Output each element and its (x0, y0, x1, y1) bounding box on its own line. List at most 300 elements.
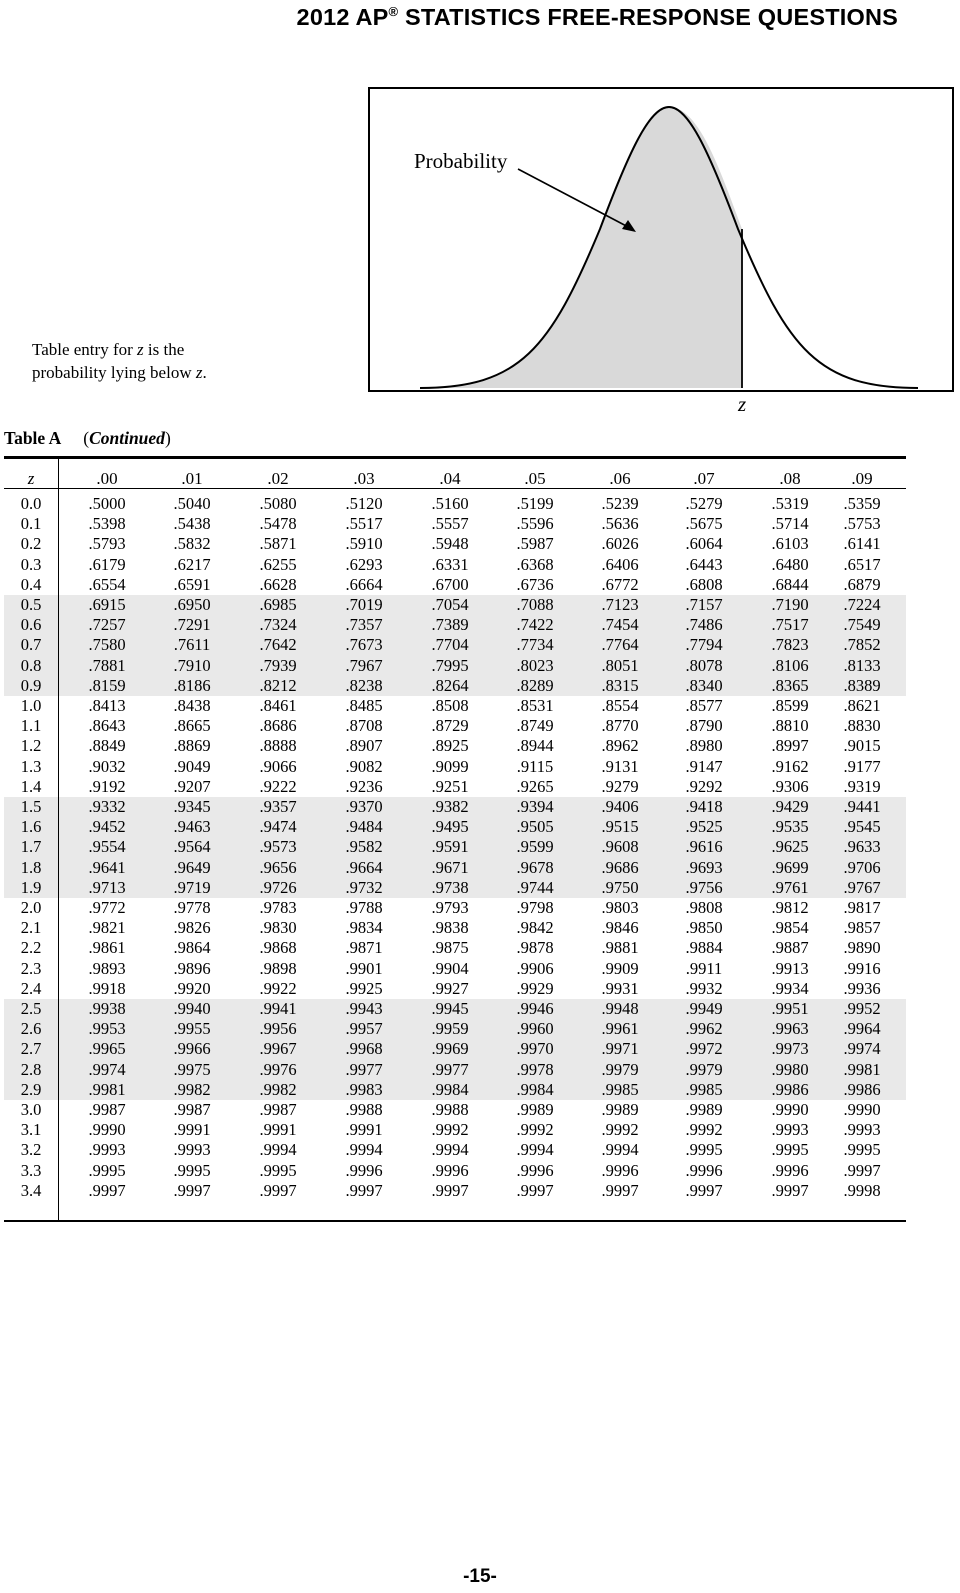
probability-cell: .7910 (173, 655, 211, 675)
table-row (4, 757, 906, 777)
probability-cell: .9817 (843, 898, 881, 917)
probability-cell: .9778 (173, 898, 211, 917)
probability-cell: .8869 (173, 736, 211, 756)
probability-cell: .7704 (431, 635, 469, 655)
table-note-line-1: Table entry for z is the (32, 340, 185, 359)
probability-cell: .9988 (345, 1100, 383, 1119)
probability-cell: .9066 (259, 756, 297, 776)
probability-cell: .6844 (771, 574, 809, 594)
probability-cell: .6103 (771, 534, 809, 554)
probability-cell: .8186 (173, 675, 211, 695)
probability-cell: .9826 (173, 918, 211, 938)
probability-cell: .9994 (259, 1140, 297, 1160)
probability-cell: .5714 (771, 514, 809, 534)
table-row (4, 1019, 906, 1039)
probability-cell: .9177 (843, 756, 881, 776)
z-value-cell: 1.6 (20, 817, 42, 837)
probability-cell: .7190 (771, 595, 809, 614)
probability-cell: .9904 (431, 958, 469, 978)
probability-cell: .9936 (843, 978, 881, 998)
column-header: .05 (524, 469, 546, 488)
probability-cell: .8708 (345, 716, 383, 736)
probability-cell: .8810 (771, 716, 809, 736)
probability-cell: .9772 (88, 898, 126, 917)
probability-cell: .8577 (685, 696, 723, 715)
probability-cell: .9890 (843, 938, 881, 958)
probability-cell: .9952 (843, 999, 881, 1018)
table-row (4, 898, 906, 918)
probability-cell: .9591 (431, 837, 469, 857)
probability-cell: .9887 (771, 938, 809, 958)
probability-cell: .9573 (259, 837, 297, 857)
probability-cell: .5910 (345, 534, 383, 554)
table-row (4, 1080, 906, 1100)
probability-cell: .9993 (843, 1120, 881, 1140)
probability-cell: .9049 (173, 756, 211, 776)
probability-cell: .9946 (516, 999, 554, 1018)
probability-cell: .7764 (601, 635, 639, 655)
probability-cell: .9951 (771, 999, 809, 1018)
probability-cell: .9985 (601, 1079, 639, 1099)
probability-cell: .5478 (259, 514, 297, 534)
probability-cell: .8264 (431, 675, 469, 695)
probability-cell: .9975 (173, 1059, 211, 1079)
probability-cell: .7257 (88, 615, 126, 635)
table-row (4, 918, 906, 938)
probability-cell: .9678 (516, 857, 554, 877)
probability-cell: .7852 (843, 635, 881, 655)
z-value-cell: 0.4 (20, 574, 42, 594)
probability-cell: .9429 (771, 797, 809, 816)
probability-cell: .9977 (431, 1059, 469, 1079)
probability-cell: .7054 (431, 595, 469, 614)
z-value-cell: 1.5 (20, 797, 42, 816)
probability-cell: .7019 (345, 595, 383, 614)
probability-cell: .5438 (173, 514, 211, 534)
z-axis-label: z (738, 392, 747, 416)
probability-cell: .7881 (88, 655, 126, 675)
probability-cell: .9972 (685, 1039, 723, 1059)
probability-cell: .9987 (173, 1100, 211, 1119)
table-top-rule (4, 456, 906, 459)
probability-cell: .5636 (601, 514, 639, 534)
probability-cell: .6026 (601, 534, 639, 554)
probability-cell: .8508 (431, 696, 469, 715)
probability-cell: .9370 (345, 797, 383, 816)
probability-cell: .7422 (516, 615, 554, 635)
probability-cell: .9616 (685, 837, 723, 857)
probability-cell: .6179 (88, 554, 126, 574)
probability-cell: .8212 (259, 675, 297, 695)
probability-cell: .9861 (88, 938, 126, 958)
probability-cell: .8599 (771, 696, 809, 715)
probability-cell: .8023 (516, 655, 554, 675)
probability-cell: .6700 (431, 574, 469, 594)
z-value-cell: 2.6 (20, 1019, 42, 1039)
probability-cell: .9857 (843, 918, 881, 938)
probability-cell: .9995 (843, 1140, 881, 1160)
probability-cell: .8997 (771, 736, 809, 756)
probability-cell: .9983 (345, 1079, 383, 1099)
probability-cell: .9793 (431, 898, 469, 917)
registered-mark: ® (388, 4, 399, 20)
probability-cell: .8643 (88, 716, 126, 736)
probability-cell: .6772 (601, 574, 639, 594)
probability-cell: .9906 (516, 958, 554, 978)
probability-cell: .9973 (771, 1039, 809, 1059)
probability-cell: .8461 (259, 696, 297, 715)
probability-cell: .8980 (685, 736, 723, 756)
table-row (4, 656, 906, 676)
probability-cell: .9995 (771, 1140, 809, 1160)
probability-cell: .9996 (345, 1160, 383, 1180)
probability-cell: .9988 (431, 1100, 469, 1119)
probability-cell: .9994 (601, 1140, 639, 1160)
probability-cell: .9474 (259, 817, 297, 837)
probability-cell: .9997 (771, 1180, 809, 1200)
probability-cell: .5793 (88, 534, 126, 554)
probability-cell: .9925 (345, 978, 383, 998)
table-row (4, 999, 906, 1019)
probability-cell: .9995 (173, 1160, 211, 1180)
table-caption (4, 428, 171, 449)
z-value-cell: 2.3 (20, 958, 42, 978)
z-value-cell: 0.9 (20, 675, 42, 695)
table-note-line-2: probability lying below z. (32, 363, 207, 382)
probability-cell: .9963 (771, 1019, 809, 1039)
probability-cell: .9582 (345, 837, 383, 857)
probability-cell: .8729 (431, 716, 469, 736)
header-title-prefix: 2012 AP (296, 4, 389, 30)
probability-cell: .7673 (345, 635, 383, 655)
page-header (297, 4, 898, 31)
probability-cell: .9981 (843, 1059, 881, 1079)
probability-cell: .9997 (345, 1180, 383, 1200)
probability-cell: .9965 (88, 1039, 126, 1059)
probability-cell: .9406 (601, 797, 639, 816)
probability-cell: .8944 (516, 736, 554, 756)
probability-cell: .7794 (685, 635, 723, 655)
probability-cell: .9969 (431, 1039, 469, 1059)
probability-cell: .9920 (173, 978, 211, 998)
probability-cell: .9966 (173, 1039, 211, 1059)
normal-curve-graphic (370, 89, 954, 392)
probability-cell: .9980 (771, 1059, 809, 1079)
probability-cell: .5279 (685, 494, 723, 513)
probability-cell: .8133 (843, 655, 881, 675)
z-value-cell: 1.1 (20, 716, 42, 736)
probability-cell: .9441 (843, 797, 881, 816)
probability-cell: .8962 (601, 736, 639, 756)
probability-cell: .9726 (259, 877, 297, 897)
probability-cell: .9986 (771, 1079, 809, 1099)
probability-cell: .9834 (345, 918, 383, 938)
probability-cell: .9990 (843, 1100, 881, 1119)
probability-cell: .9998 (843, 1180, 881, 1200)
probability-cell: .9394 (516, 797, 554, 816)
probability-cell: .8790 (685, 716, 723, 736)
table-row (4, 797, 906, 817)
probability-cell: .7357 (345, 615, 383, 635)
probability-cell: .9913 (771, 958, 809, 978)
probability-cell: .9992 (685, 1120, 723, 1140)
probability-cell: .7088 (516, 595, 554, 614)
probability-cell: .8849 (88, 736, 126, 756)
probability-cell: .9956 (259, 1019, 297, 1039)
table-row (4, 696, 906, 716)
probability-cell: .9850 (685, 918, 723, 938)
probability-cell: .9974 (88, 1059, 126, 1079)
probability-cell: .9115 (516, 756, 554, 776)
probability-cell: .5080 (259, 494, 297, 513)
probability-cell: .9993 (771, 1120, 809, 1140)
probability-cell: .9995 (88, 1160, 126, 1180)
z-value-cell: 2.2 (20, 938, 42, 958)
probability-cell: .9842 (516, 918, 554, 938)
column-header: .00 (96, 469, 118, 488)
z-value-cell: 0.5 (20, 595, 42, 614)
probability-cell: .9997 (516, 1180, 554, 1200)
probability-cell: .9996 (685, 1160, 723, 1180)
probability-cell: .9535 (771, 817, 809, 837)
z-value-cell: 1.0 (20, 696, 42, 715)
probability-cell: .5832 (173, 534, 211, 554)
probability-cell: .8621 (843, 696, 881, 715)
probability-cell: .9719 (173, 877, 211, 897)
probability-cell: .7549 (843, 615, 881, 635)
probability-cell: .8051 (601, 655, 639, 675)
probability-cell: .7517 (771, 615, 809, 635)
probability-cell: .9955 (173, 1019, 211, 1039)
probability-cell: .9767 (843, 877, 881, 897)
probability-cell: .5517 (345, 514, 383, 534)
probability-cell: .5319 (771, 494, 809, 513)
probability-cell: .6141 (843, 534, 881, 554)
probability-cell: .9664 (345, 857, 383, 877)
table-row (4, 1100, 906, 1120)
z-value-cell: 2.7 (20, 1039, 42, 1059)
probability-cell: .9911 (685, 958, 723, 978)
probability-cell: .5557 (431, 514, 469, 534)
probability-cell: .9990 (771, 1100, 809, 1119)
probability-cell: .9996 (431, 1160, 469, 1180)
probability-cell: .9960 (516, 1019, 554, 1039)
z-value-cell: 1.7 (20, 837, 42, 857)
probability-cell: .8749 (516, 716, 554, 736)
probability-cell: .7157 (685, 595, 723, 614)
probability-cell: .9909 (601, 958, 639, 978)
probability-cell: .9656 (259, 857, 297, 877)
probability-cell: .9706 (843, 857, 881, 877)
probability-cell: .6628 (259, 574, 297, 594)
table-row (4, 858, 906, 878)
probability-cell: .9641 (88, 857, 126, 877)
probability-cell: .9971 (601, 1039, 639, 1059)
normal-curve-figure (368, 87, 954, 392)
probability-cell: .6406 (601, 554, 639, 574)
z-value-cell: 1.9 (20, 877, 42, 897)
probability-cell: .9505 (516, 817, 554, 837)
probability-cell: .8531 (516, 696, 554, 715)
probability-cell: .9846 (601, 918, 639, 938)
probability-cell: .9931 (601, 978, 639, 998)
probability-cell: .5987 (516, 534, 554, 554)
probability-cell: .5239 (601, 494, 639, 513)
table-row (4, 1140, 906, 1160)
z-value-cell: 0.0 (20, 494, 42, 513)
header-title-suffix: STATISTICS FREE-RESPONSE QUESTIONS (398, 4, 898, 30)
z-value-cell: 1.8 (20, 857, 42, 877)
probability-cell: .9625 (771, 837, 809, 857)
probability-cell: .5359 (843, 494, 881, 513)
probability-cell: .9332 (88, 797, 126, 816)
z-value-cell: 3.1 (20, 1120, 42, 1140)
probability-cell: .9993 (88, 1140, 126, 1160)
probability-cell: .9649 (173, 857, 211, 877)
probability-cell: .9783 (259, 898, 297, 917)
probability-cell: .5000 (88, 494, 126, 513)
probability-cell: .6915 (88, 595, 126, 614)
page-number: -15- (463, 1566, 497, 1587)
probability-cell: .9236 (345, 776, 383, 796)
probability-cell: .9934 (771, 978, 809, 998)
probability-cell: .8078 (685, 655, 723, 675)
probability-cell: .8665 (173, 716, 211, 736)
probability-cell: .9032 (88, 756, 126, 776)
probability-cell: .9990 (88, 1120, 126, 1140)
probability-cell: .9131 (601, 756, 639, 776)
probability-cell: .9941 (259, 999, 297, 1018)
probability-cell: .9881 (601, 938, 639, 958)
probability-cell: .9940 (173, 999, 211, 1018)
z-value-cell: 0.2 (20, 534, 42, 554)
probability-cell: .9959 (431, 1019, 469, 1039)
table-row (4, 1060, 906, 1080)
z-value-cell: 0.8 (20, 655, 42, 675)
probability-cell: .9713 (88, 877, 126, 897)
probability-cell: .6950 (173, 595, 211, 614)
table-row (4, 1039, 906, 1059)
table-row (4, 959, 906, 979)
probability-cell: .9929 (516, 978, 554, 998)
probability-cell: .9898 (259, 958, 297, 978)
probability-cell: .9803 (601, 898, 639, 917)
probability-cell: .7642 (259, 635, 297, 655)
probability-cell: .9292 (685, 776, 723, 796)
probability-cell: .7486 (685, 615, 723, 635)
probability-cell: .8830 (843, 716, 881, 736)
probability-cell: .6443 (685, 554, 723, 574)
probability-cell: .7291 (173, 615, 211, 635)
probability-cell: .9686 (601, 857, 639, 877)
probability-cell: .9997 (88, 1180, 126, 1200)
probability-cell: .6985 (259, 595, 297, 614)
table-row (4, 979, 906, 999)
probability-cell: .9319 (843, 776, 881, 796)
probability-cell: .9484 (345, 817, 383, 837)
probability-cell: .9699 (771, 857, 809, 877)
probability-cell: .7734 (516, 635, 554, 655)
probability-cell: .9808 (685, 898, 723, 917)
probability-cell: .9812 (771, 898, 809, 917)
probability-cell: .8907 (345, 736, 383, 756)
probability-cell: .7123 (601, 595, 639, 614)
probability-cell: .7389 (431, 615, 469, 635)
probability-cell: .9968 (345, 1039, 383, 1059)
probability-cell: .7454 (601, 615, 639, 635)
probability-cell: .9996 (516, 1160, 554, 1180)
probability-cell: .9599 (516, 837, 554, 857)
probability-cell: .8106 (771, 655, 809, 675)
probability-cell: .9996 (601, 1160, 639, 1180)
probability-cell: .8686 (259, 716, 297, 736)
probability-cell: .9251 (431, 776, 469, 796)
probability-cell: .9732 (345, 877, 383, 897)
probability-cell: .6217 (173, 554, 211, 574)
probability-cell: .9798 (516, 898, 554, 917)
probability-cell: .9979 (685, 1059, 723, 1079)
probability-cell: .9957 (345, 1019, 383, 1039)
probability-cell: .9838 (431, 918, 469, 938)
probability-cell: .9633 (843, 837, 881, 857)
z-value-cell: 2.0 (20, 898, 42, 917)
column-header-z: z (27, 469, 35, 488)
probability-cell: .9943 (345, 999, 383, 1018)
probability-cell: .8289 (516, 675, 554, 695)
probability-cell: .9992 (601, 1120, 639, 1140)
probability-cell: .9756 (685, 877, 723, 897)
probability-cell: .6736 (516, 574, 554, 594)
probability-label: Probability (414, 149, 508, 173)
probability-cell: .6517 (843, 554, 881, 574)
probability-cell: .9525 (685, 817, 723, 837)
probability-cell: .5675 (685, 514, 723, 534)
probability-cell: .8365 (771, 675, 809, 695)
probability-cell: .8888 (259, 736, 297, 756)
table-row (4, 1181, 906, 1201)
probability-cell: .9821 (88, 918, 126, 938)
probability-cell: .9981 (88, 1079, 126, 1099)
probability-cell: .9994 (431, 1140, 469, 1160)
probability-cell: .9997 (431, 1180, 469, 1200)
probability-cell: .7823 (771, 635, 809, 655)
probability-cell: .6591 (173, 574, 211, 594)
column-header: .03 (353, 469, 375, 488)
probability-cell: .7967 (345, 655, 383, 675)
probability-cell: .9868 (259, 938, 297, 958)
probability-cell: .9382 (431, 797, 469, 816)
probability-cell: .9875 (431, 938, 469, 958)
probability-cell: .9970 (516, 1039, 554, 1059)
probability-cell: .8238 (345, 675, 383, 695)
table-row (4, 575, 906, 595)
probability-cell: .9982 (259, 1079, 297, 1099)
table-row (4, 615, 906, 635)
probability-cell: .8554 (601, 696, 639, 715)
probability-cell: .9515 (601, 817, 639, 837)
probability-cell: .9896 (173, 958, 211, 978)
probability-cell: .9974 (843, 1039, 881, 1059)
probability-cell: .9991 (345, 1120, 383, 1140)
column-header: .07 (693, 469, 715, 488)
table-row (4, 878, 906, 898)
probability-cell: .9279 (601, 776, 639, 796)
probability-cell: .9738 (431, 877, 469, 897)
probability-cell: .9997 (601, 1180, 639, 1200)
table-name: Table A (4, 428, 62, 448)
probability-cell: .9948 (601, 999, 639, 1018)
probability-cell: .9207 (173, 776, 211, 796)
